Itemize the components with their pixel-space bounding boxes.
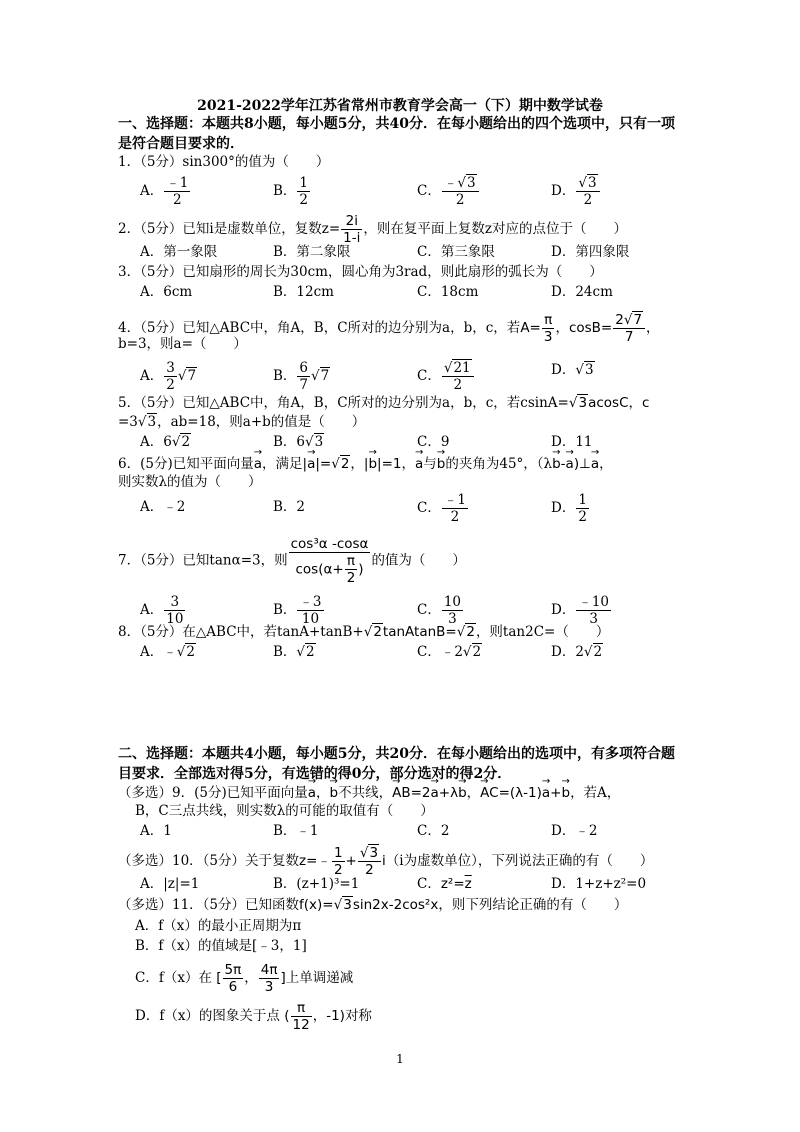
q11-option-b: B．f（x）的值域是[﹣3，1]: [135, 938, 307, 954]
q8-option-d: D．2√2: [551, 644, 603, 660]
q2-option-d: D．第四象限: [551, 244, 630, 260]
q8-stem: 8．（5分）在△ABC中，若tanA+tanB+√2tanAtanB=√2，则tan2C=（ ）: [118, 624, 610, 640]
q4-stem-line2: b=3，则a=（ ）: [118, 336, 247, 352]
q1-option-a: A． $\frac{﹣1}{2}$: [140, 175, 189, 208]
q4-stem: 4．（5分）已知△ABC中，角A，B，C所对的边分别为a，b，c，若A= $\frac{\pi}{3}$ ，cosB= $\frac{2√7}{7}$ ，: [118, 312, 660, 345]
q3-option-a: A．6cm: [140, 284, 193, 300]
q7-option-a: A． $\frac{3}{10}$: [140, 594, 184, 627]
q2-option-c: C．第三象限: [417, 244, 495, 260]
q6-option-b: B．2: [273, 499, 306, 515]
q10-option-d: D．1+z+z²=0: [551, 876, 647, 892]
q5-stem: 5．（5分）已知△ABC中，角A，B，C所对的边分别为a，b，c，若csinA=√3acosC，c: [118, 395, 650, 411]
q2-stem: 2．（5分）已知i是虚数单位，复数z= $\frac{2i}{1-i}$ ，则在复平面上复数z对应的点位于（ ）: [118, 213, 628, 246]
q9-option-c: C．2: [417, 823, 450, 839]
q2-option-b: B．第二象限: [273, 244, 351, 260]
q7-option-c: C． $\frac{10}{3}$: [417, 594, 462, 627]
q7-stem: 7．（5分）已知tanα=3，则 cos³α -cosα cos(α+ $\frac{\pi}{2}$ ) 的值为（ ）: [118, 536, 466, 586]
q3-stem: 3．（5分）已知扇形的周长为30cm，圆心角为3rad，则此扇形的弧长为（ ）: [118, 264, 603, 280]
q6-option-c: C． $\frac{﹣1}{2}$: [417, 492, 466, 525]
q5-option-a: A．6√2: [140, 434, 191, 450]
q1-option-b: B． $\frac{1}{2}$: [273, 175, 309, 208]
q10-option-b: B．(z+1)³=1: [273, 876, 360, 892]
q8-option-c: C．﹣2√2: [417, 644, 482, 660]
q9-option-b: B．﹣1: [273, 823, 319, 839]
q4-option-c: C． $\frac{√21}{2}$: [417, 360, 475, 393]
q10-option-c: C．$z^2=\overline{z}$: [417, 876, 472, 892]
q4-option-d: D．√3: [551, 362, 594, 378]
section-1-header: 一、选择题：本题共8小题，每小题5分，共40分．在每小题给出的四个选项中，只有一项是符合题目要求的．: [118, 116, 675, 152]
q11-option-a: A．f（x）的最小正周期为π: [135, 918, 302, 934]
q7-option-b: B． $\frac{﹣3}{10}$: [273, 594, 322, 627]
q9-stem: （多选）9．(5分)已知平面向量→ a，→ b不共线，→ AB=2→ a+λ→ b，→ AC=(λ-1)→ a+→ b，若A，: [118, 783, 620, 803]
q5-option-c: C．9: [417, 434, 450, 450]
q4-option-b: B． $\frac{6}{7}$ √7: [273, 360, 330, 393]
q3-option-c: C．18cm: [417, 284, 479, 300]
q7-option-d: D． $\frac{﹣10}{3}$: [551, 594, 610, 627]
q8-option-a: A．﹣√2: [140, 644, 195, 660]
q1-option-d: D． $\frac{√3}{2}$: [551, 175, 601, 208]
q3-option-b: B．12cm: [273, 284, 334, 300]
q6-stem-line2: 则实数λ的值为（ ）: [118, 474, 262, 490]
q2-fraction: $\frac{2i}{1-i}$: [343, 213, 361, 246]
q5-stem-line2: =3√3，ab=18，则a+b的值是（ ）: [118, 414, 366, 430]
q2-option-a: A．第一象限: [140, 244, 218, 260]
q7-expression: cos³α -cosα cos(α+ $\frac{\pi}{2}$ ): [290, 536, 369, 586]
page-number: 1: [396, 1052, 404, 1066]
q10-stem: （多选）10．（5分）关于复数z=﹣ $\frac{1}{2}$ + $\frac{√3}{2}$ i（i为虚数单位），下列说法正确的有（ ）: [118, 845, 654, 878]
q11-option-d: D．f（x）的图象关于点 ( $\frac{\pi}{12}$ ，-1)对称: [135, 1000, 372, 1033]
q9-option-d: D．﹣2: [551, 823, 598, 839]
q1-option-c: C． $\frac{﹣√3}{2}$: [417, 175, 480, 208]
q5-option-b: B．6√3: [273, 434, 324, 450]
page-title: 2021-2022学年江苏省常州市教育学会高一（下）期中数学试卷: [197, 98, 603, 114]
q1-stem: 1．（5分）sin300°的值为（ ）: [118, 154, 330, 170]
q6-stem: 6．(5分)已知平面向量→ a，满足|→ a|=√2，|→ b|=1，→ a与→ b的夹角为45°，（λ→ b-→ a)⊥→ a，: [118, 454, 613, 474]
q3-option-d: D．24cm: [551, 284, 613, 300]
q6-option-a: A．﹣2: [140, 499, 186, 515]
q9-option-a: A．1: [140, 823, 172, 839]
section-2-header: 二、选择题：本题共4小题，每小题5分，共20分．在每小题给出的选项中，有多项符合题目要求．全部选对得5分，有选错的得0分，部分选对的得2分．: [118, 746, 675, 782]
q4-option-a: A． $\frac{3}{2}$ √7: [140, 360, 197, 393]
q11-stem: （多选）11．（5分）已知函数f(x)=√3sin2x-2cos²x，则下列结论正确的有（ ）: [118, 897, 628, 913]
q5-option-d: D．11: [551, 434, 593, 450]
q9-stem-line2: B，C三点共线，则实数λ的可能的取值有（ ）: [135, 803, 434, 819]
q8-option-b: B．√2: [273, 644, 315, 660]
q6-option-d: D． $\frac{1}{2}$: [551, 492, 587, 525]
q11-option-c: C．f（x）在 [ $\frac{5\pi}{6}$ ， $\frac{4\pi}{3}$ ]上单调递减: [135, 962, 354, 995]
q10-option-a: A．|z|=1: [140, 876, 200, 892]
